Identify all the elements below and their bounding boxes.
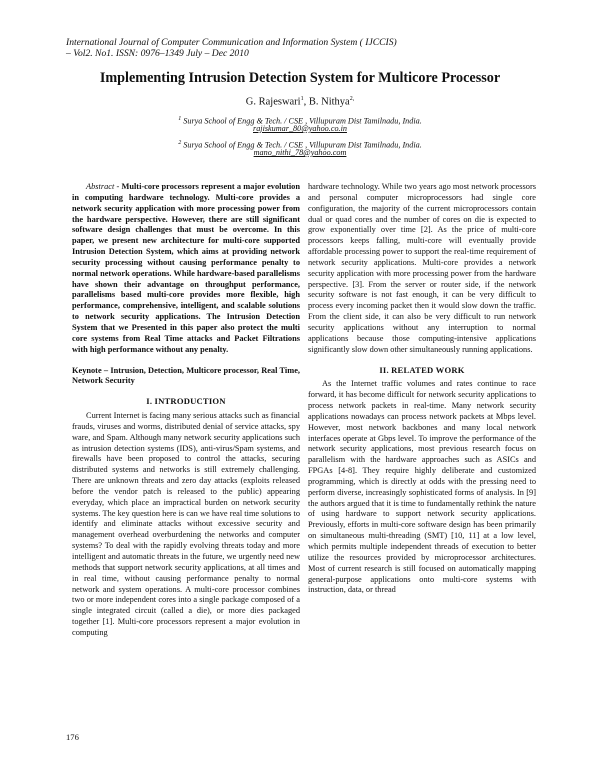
related-work-text: As the Internet traffic volumes and rates continue to race forward, it has become difficult for network security applications to process network packets in real-time. Many network security applications nowadays can process network packets at Mbps level. However, most network backbones and many local network interfaces operate at Gbps level. To improve the performance of the network security applications, most previous research focus on parallelism with the hardware approaches such as ASICs and FPGAs [4-8]. They require highly deliberate and customized programming, which is directly at odds with the pressing need to perform diverse, increasingly sophisticated forms of analysis. In [9] the authors argued that it is time to fundamentally rethink the nature of using hardware to support network security applications. Previously, efforts in multi-core software design has been primarily on simultaneous multi-threading (SMT) [10, 11] at a low level, which permits multiple independent threads of execution to better utilize the resources provided by microprocessor architectures. Most of current research is still focused on automatically mapping general-purpose applications onto multi-core systems with instruction, data, or thread	[308, 379, 536, 595]
abstract-label: Abstract -	[86, 182, 120, 191]
journal-header-line-2: – Vol2. No1. ISSN: 0976–1349 July – Dec 2010	[66, 48, 249, 59]
section-heading-related-work: II. RELATED WORK	[379, 364, 465, 375]
affiliation-1-email[interactable]: rajiskumar_80@yahoo.co.in	[253, 124, 347, 133]
right-column	[308, 182, 536, 596]
affiliation-2-text: Surya School of Engg & Tech. / CSE , Villupuram Dist Tamilnadu, India.	[181, 140, 422, 150]
affiliation-1-sup: 1	[178, 116, 182, 122]
author-2-sup: 2,	[349, 96, 355, 102]
journal-header-line-1: International Journal of Computer Communication and Information System ( IJCCIS)	[66, 37, 397, 48]
abstract	[72, 182, 300, 356]
page-number: 176	[66, 732, 79, 742]
author-1: G. Rajeswari	[245, 96, 301, 108]
affiliation-2-sup: 2	[178, 140, 182, 146]
section-heading-introduction: I. INTRODUCTION	[146, 396, 226, 407]
affiliation-2-email[interactable]: mano_nithi_78@yahoo.com	[253, 148, 347, 157]
abstract-text: Multi-core processors represent a major evolution in computing hardware technology. Multi-core provides a network security application with more processing power from the hardware perspective. However, there are still significant software design challenges that must be overcome. In this paper, we present new architecture for multi-core supported Intrusion Detection System, which aims at providing network security processing without causing performance penalty to normal network operations. While hardware-based parallelisms have shown their advantage on throughput performance, parallelisms based multi-core provides more flexible, high performance, comprehensive, intelligent, and scalable solutions to network security applications. The Intrusion Detection System that we Presented in this paper also protect the multi core systems from Real Time attacks and Packet Filtrations with high performance without any penalty.	[72, 182, 300, 354]
keywords: Keynote – Intrusion, Detection, Multicore processor, Real Time, Network Security	[72, 365, 300, 386]
introduction-continued-text: hardware technology. While two years ago most network processors and personal computer microprocessors had single core configuration, the majority of the current microprocessors contain dual or quad cores and the number of cores on die is expected to grow exponentially over time [2]. As the price of multi-core processors keeps falling, multi-core will eventually provide affordable processing power to support the real-time requirement of network security applications. Multi-core provides a network security application with more processing power from the hardware perspective. [3]. From the server or router side, if the network security software is not fast enough, it can be very difficult to process every incoming packet then it would slow down the traffic. From the client side, it can also be very difficult to run network security applications without any interruption to normal applications because those computing-intensive applications significantly slow down other simultaneously running applications.	[308, 182, 536, 354]
paper-title: Implementing Intrusion Detection System for Multicore Processor	[99, 70, 501, 86]
affiliation-1-text: Surya School of Engg & Tech. / CSE , Villupuram Dist Tamilnadu, India.	[181, 116, 422, 126]
author-line	[60, 96, 540, 108]
left-column	[72, 182, 300, 639]
introduction-text: Current Internet is facing many serious attacks such as financial frauds, viruses and worms, distributed denial of service attacks, spy ware, and Spam. Although many network security applications such as intrusion detection systems (IDS), anti-virus/Spam systems, and firewalls have been proposed to control the attacks, securing distributed systems and networks is still extremely challenging. There are unknown threats and zero day attacks (exploits released before the vendor patch is released to the public) appearing everyday, which place an impractical burden on network security systems. The key question here is can we have real time solutions to identify and eliminate attacks without excessive security and management overhead overburdening the networks and computer systems? To deal with the rapidly evolving threats today and more intelligent and automatic threats in the future, we urgently need new methods that support network security applications, at all times and in real time, without causing performance penalty to normal network and system operations. A multi-core processor combines two or more independent cores into a single package composed of a single integrated circuit (called a die), or more dies packaged together [1]. Multi-core processors represent a major evolution in computing	[72, 411, 300, 637]
author-2: , B. Nithya	[303, 96, 350, 108]
author-1-sup: 1	[300, 96, 304, 102]
